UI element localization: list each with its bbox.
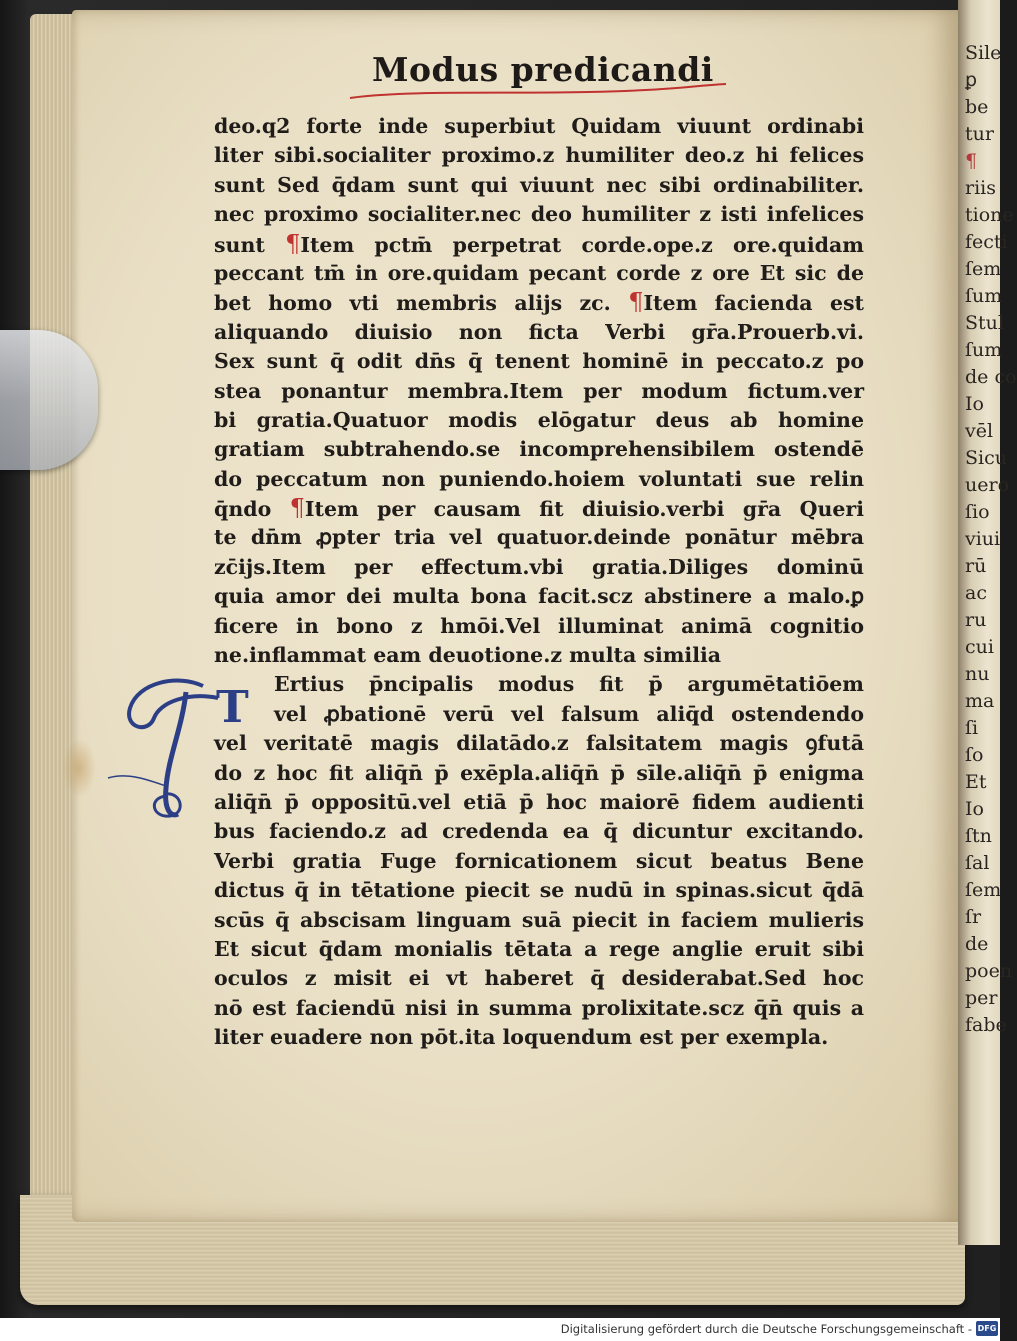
- blue-initial-letter: [108, 668, 249, 828]
- facing-page-fragment: riis: [965, 177, 996, 199]
- facing-page-fragment: tione: [965, 204, 1014, 226]
- text-line: do peccatum non puniendo.hoiem voluntati sue relin: [214, 466, 864, 491]
- rubric-pilcrow: ¶: [285, 229, 301, 258]
- facing-page-fragment: ¶: [965, 150, 978, 172]
- facing-page-fragment: ſtn: [965, 825, 992, 847]
- facing-page-fragment: ſio: [965, 501, 990, 523]
- facing-page-fragment: ſi: [965, 717, 979, 739]
- facing-page-fragment: de co: [965, 366, 1017, 388]
- text-line: liter euadere non pōt.ita loquendum est per exempla.: [214, 1025, 829, 1050]
- text-line: Et sicut q̄dam monialis tētata a rege anglie eruit sibi: [214, 936, 864, 961]
- text-line: sunt ¶Item pctm̄ perpetrat corde.ope.z ore.quidam: [214, 229, 864, 258]
- facing-page-fragment: Sicu: [965, 447, 1007, 469]
- footer-credit: Digitalisierung gefördert durch die Deutsche Forschungsgemeinschaft -: [560, 1322, 972, 1336]
- facing-page-fragment: nu: [965, 663, 990, 685]
- rubric-pilcrow: ¶: [628, 288, 644, 317]
- text-line: peccant tm̄ in ore.quidam pecant corde z ore Et sic de: [214, 260, 864, 285]
- text-line: bet homo vti membris alijs zc. ¶Item facienda est: [214, 288, 865, 317]
- facing-page-text: [965, 40, 1017, 1036]
- text-line: bus faciendo.z ad credenda ea q̄ dicuntur excitando.: [214, 819, 864, 844]
- rubric-pilcrow: ¶: [289, 494, 305, 523]
- footer-bar: [0, 1318, 1000, 1341]
- facing-page-fragment: be: [965, 96, 989, 118]
- facing-page-fragment: rū: [965, 555, 987, 577]
- facing-page-fragment: ſal: [965, 852, 990, 874]
- text-line: ficere in bono z hmōi.Vel illuminat animā cognitio: [214, 613, 864, 638]
- text-line: stea ponantur membra.Item per modum fictum.ver: [214, 378, 864, 403]
- facing-page-fragment: ru: [965, 609, 987, 631]
- facing-page-fragment: poen: [965, 960, 1013, 982]
- facing-page-fragment: tur: [965, 123, 994, 145]
- text-line: scūs q̄ abscisam linguam suā piecit in faciem mulieris: [214, 907, 864, 932]
- text-line: aliquando diuisio non ficta Verbi gr̄a.Prouerb.vi.: [214, 319, 864, 344]
- facing-page-fragment: Stul: [965, 312, 1004, 334]
- text-line: oculos z misit ei vt haberet q̄ desiderabat.Sed hoc: [214, 966, 864, 991]
- text-line: quia amor dei multa bona facit.scz abstinere a malo.ꝑ: [214, 584, 864, 609]
- text-line: vel veritatē magis dilatādo.z falsitatem magis ꝯfutā: [214, 731, 864, 756]
- initial-glyph: T: [216, 682, 249, 733]
- text-line: zc̄ijs.Item per effectum.vbi gratia.Diliges dominū: [214, 554, 864, 579]
- facing-page-fragment: cui: [965, 636, 994, 658]
- text-line: Ertius p̄ncipalis modus fit p̄ argumētatiōem: [274, 672, 864, 697]
- facing-page-fragment: ma: [965, 690, 995, 712]
- facing-page-fragment: ſum: [965, 339, 1003, 361]
- facing-page-fragment: vēl: [965, 420, 994, 442]
- text-line: gratiam subtrahendo.se incomprehensibilem ostendē: [214, 437, 864, 462]
- facing-page-fragment: ſo: [965, 744, 984, 766]
- text-line: Verbi gratia Fuge fornicationem sicut beatus Bene: [214, 848, 864, 873]
- facing-page-fragment: de: [965, 933, 989, 955]
- text-line: deo.q2 forte inde superbiut Quidam viuunt ordinabi: [214, 114, 864, 138]
- facing-page-fragment: fecti: [965, 231, 1008, 253]
- facing-page-fragment: Io: [965, 393, 984, 415]
- text-line: nō est faciendū nisi in summa prolixitate.scz q̄n̄ quis a: [214, 995, 864, 1020]
- title-red-flourish: [348, 60, 728, 110]
- facing-page-fragment: ſum: [965, 285, 1003, 307]
- facing-page-fragment: ac: [965, 582, 987, 604]
- text-line: vel ꝓbationē verū vel falsum aliq̄d ostendendo: [274, 701, 864, 726]
- text-line: aliq̄n̄ p̄ oppositū.vel etiā p̄ hoc maiorē fidem audienti: [214, 789, 864, 814]
- facing-page-fragment: fabe: [965, 1014, 1007, 1036]
- running-title: Modus predicandi: [372, 50, 714, 89]
- text-line: q̄ndo ¶Item per causam fit diuisio.verbi gr̄a Queri: [214, 494, 864, 523]
- page-clip: [0, 330, 98, 470]
- facing-page-fragment: uero: [965, 474, 1010, 496]
- facing-page-fragment: Io: [965, 798, 984, 820]
- facing-page-fragment: Et: [965, 771, 987, 793]
- facing-page-fragment: ſr: [965, 906, 982, 928]
- text-line: te dn̄m ꝓpter tria vel quatuor.deinde ponātur mēbra: [214, 525, 864, 550]
- text-line: dictus q̄ in tētatione piecit se nudū in spinas.sicut q̄dā: [214, 878, 864, 903]
- paper-stain: [62, 738, 96, 798]
- facing-page-fragment: ſem: [965, 258, 1002, 280]
- dfg-logo: DFG: [976, 1321, 998, 1336]
- text-line: liter sibi.socialiter proximo.z humiliter deo.z hi felices: [214, 143, 864, 168]
- text-line: sunt Sed q̄dam sunt qui viuunt nec sibi ordinabiliter.: [214, 172, 864, 197]
- facing-page-fragment: ſem: [965, 879, 1002, 901]
- text-line: Sex sunt q̄ odit dn̄s q̄ tenent hominē in peccato.z po: [214, 349, 864, 374]
- text-line: do z hoc fit aliq̄n̄ p̄ exēpla.aliq̄n̄ p̄ sīle.aliq̄n̄ p̄ enigma: [214, 760, 864, 785]
- facing-page-fragment: viui: [965, 528, 1001, 550]
- main-text-block: [214, 112, 864, 1053]
- text-line: ne.inflammat eam deuotione.z multa similia: [214, 643, 722, 668]
- text-line: bi gratia.Quatuor modis elōgatur deus ab homine: [214, 407, 864, 432]
- facing-page-fragment: Sile: [965, 42, 1002, 64]
- facing-page-fragment: per: [965, 987, 998, 1009]
- text-line: nec proximo socialiter.nec deo humiliter z isti infelices: [214, 202, 864, 227]
- facing-page-fragment: ꝑ: [965, 69, 978, 91]
